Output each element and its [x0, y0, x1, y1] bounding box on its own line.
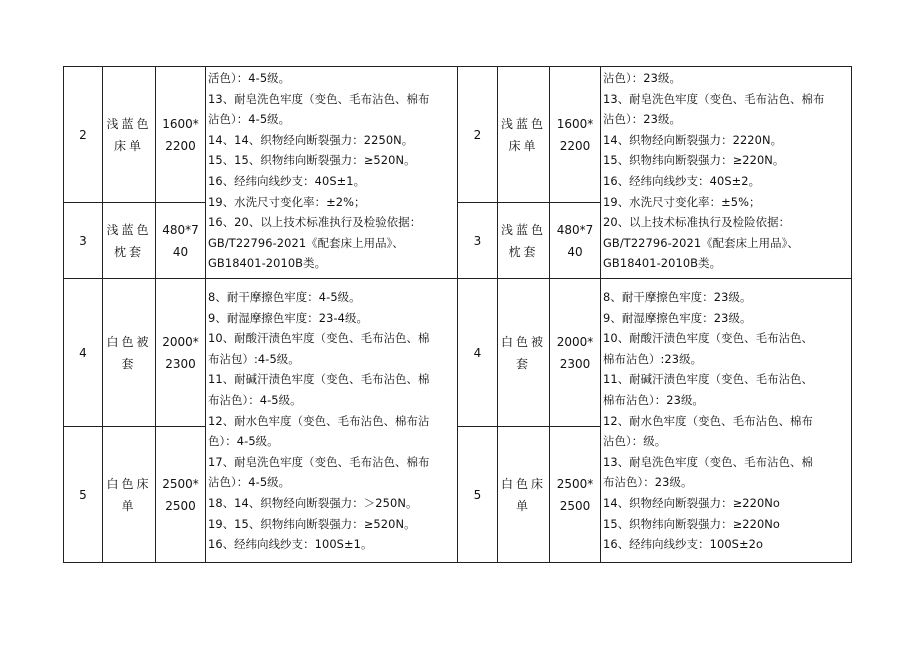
right-row-5-no: 5: [473, 487, 482, 502]
right-row-3-size: 480*7 40: [556, 222, 594, 259]
left-spec-bottom: 8、耐干摩擦色牢度：4-5级。 9、耐湿摩擦色牢度：23-4级。 10、耐酸汗渍色牢度（变色、毛布沾色、棉 布沾包）:4-5级。 11、耐碱汗渍色牢度（变色、毛布沾色、棉 布沾色）：4-5级。 12、耐水色牢度（变色、毛布沾色、棉布沾 色）：4-5级。 17、耐皂洗色牢度（变色、毛布沾色、棉布 沾色）：4-5级。 18、14、织物经向断裂强力：＞250N。 19、15、织物纬向断裂强力：≥520N。 16、经纬向线纱支：100S±1。: [208, 290, 430, 552]
left-row-2-no: 2: [79, 127, 87, 142]
right-spec-bottom: 8、耐干摩擦色牢度：23级。 9、耐湿摩擦色牢度：23级。 10、耐酸汗渍色牢度（变色、毛布沾色、 棉布沾色）:23级。 11、耐碱汗渍色牢度（变色、毛布沾色、 棉布沾色）：23级。 12、耐水色牢度（变色、毛布沾色、棉布 沾色）：级。 13、耐皂洗色牢度（变色、毛布沾色、棉 布沾色）：23级。 14、织物经向断裂强力：≥220No 15、织物纬向断裂强力：≥220No 16、经纬向线纱支：100S±2o: [603, 290, 814, 552]
left-row-4-name: 白色被 套: [106, 334, 152, 371]
left-row-3-no: 3: [79, 233, 87, 248]
spec-table: [63, 66, 852, 563]
right-row-2-no: 2: [473, 127, 482, 142]
left-row-3-size: 480*7 40: [162, 222, 199, 259]
left-row-4-size: 2000* 2300: [162, 334, 199, 371]
left-row-5-size: 2500* 2500: [162, 476, 199, 513]
right-row-3-name: 浅蓝色 枕套: [500, 222, 546, 259]
right-row-5-size: 2500* 2500: [556, 476, 594, 513]
left-row-3-name: 浅蓝色 枕套: [106, 222, 152, 259]
left-row-2-name: 浅蓝色 床单: [106, 116, 152, 153]
left-row-4-no: 4: [79, 345, 87, 360]
right-row-2-size: 1600* 2200: [556, 116, 594, 153]
right-row-3-no: 3: [473, 233, 482, 248]
right-row-4-name: 白色被 套: [500, 334, 546, 371]
right-row-2-name: 浅蓝色 床单: [500, 116, 546, 153]
right-row-4-no: 4: [473, 345, 482, 360]
right-row-4-size: 2000* 2300: [556, 334, 594, 371]
left-row-2-size: 1600* 2200: [162, 116, 199, 153]
right-row-5-name: 白色床 单: [500, 476, 546, 513]
right-spec-top: 沾色）：23级。 13、耐皂洗色牢度（变色、毛布沾色、棉布 沾色）：23级。 14、织物经向断裂强力：2220N。 15、织物纬向断裂强力：≥220N。 16、经纬向线纱支：40S±2。 19、水洗尺寸变化率：±5%； 20、以上技术标准执行及检险依据： GB/T22796-2021《配套床上用品》、 GB18401-2010B类。: [603, 71, 825, 271]
left-row-5-name: 白色床 单: [106, 476, 152, 513]
left-spec-top: 活色）：4-5级。 13、耐皂洗色牢度（变色、毛布沾色、棉布 沾色）：4-5级。 14、14、织物经向断裂强力：2250N。 15、15、织物纬向断裂强力：≥520N。 16、经纬向线纱支：40S±1。 19、水洗尺寸变化率：±2%； 16、20、以上技术标准执行及检验依据： GB/T22796-2021《配套床上用品》、 GB18401-2010B类。: [208, 71, 430, 271]
left-row-5-no: 5: [79, 487, 87, 502]
